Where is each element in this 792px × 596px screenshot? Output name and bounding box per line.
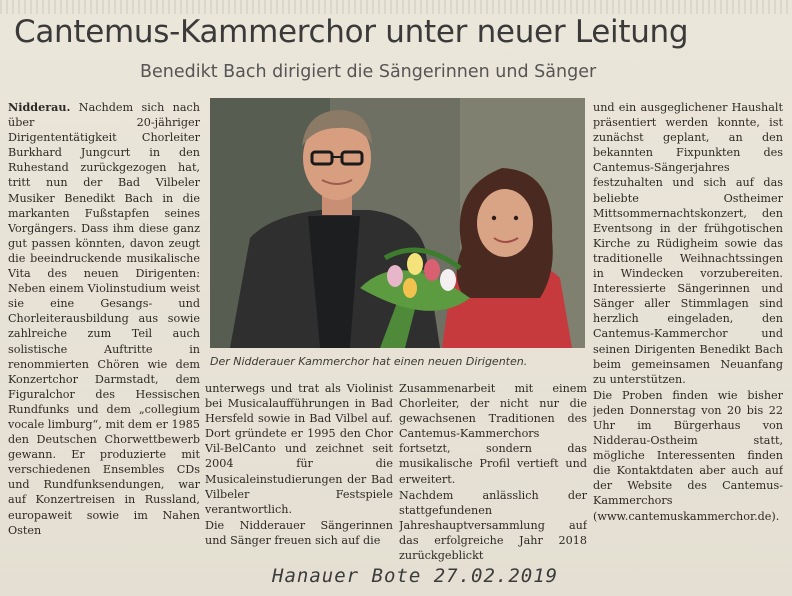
article-column-3	[399, 381, 587, 581]
dateline: Nidderau.	[8, 100, 71, 114]
column-2-paragraph-1: unterwegs und trat als Violinist bei Musicalaufführungen in Bad Hersfeld sowie in Bad Vilbel auf. Dort gründete er 1995 den Chor Vil-BelCanto und zeichnet seit 2004 für die Musicaleinstudierungen der Bad Vilbeler Festspiele verantwortlich.	[205, 382, 393, 516]
adjacent-article-bleed	[0, 0, 792, 14]
article-headline: Cantemus-Kammerchor unter neuer Leitung	[14, 14, 689, 50]
column-3-paragraph-1: Zusammenarbeit mit einem Chorleiter, der nicht nur die gewachsenen Traditionen des Cantemus-Kammerchors fortsetzt, sondern das musikalische Profil vertieft und erweitert.	[399, 382, 587, 486]
photo-illustration	[210, 98, 585, 348]
column-4-paragraph-2: Die Proben finden wie bisher jeden Donnerstag von 20 bis 22 Uhr im Bürgerhaus von Nidderau-Ostheim statt, mögliche Interessenten finden die Kontaktdaten aber auch auf der Website des Cantemus-Kammerchors (www.cantemuskammerchor.de).	[593, 388, 783, 523]
handwritten-source-note: Hanauer Bote 27.02.2019	[272, 565, 559, 587]
column-4-paragraph-1: und ein ausgeglichener Haushalt präsentiert werden konnte, ist zunächst geplant, an den bekannten Fixpunkten des Cantemus-Sängerjahres festzuhalten und sich auf das beliebte Ostheimer Mittsommernachtskonzert, den Eventsong in der frühgotischen Kirche zu Rüdigheim sowie das traditionelle Weihnachtssingen in Windecken vorzubereiten. Interessierte Sängerinnen und Sänger aller Stimmlagen sind herzlich eingeladen, den Cantemus-Kammerchor und seinen Dirigenten Benedikt Bach beim gemeinsamen Neuanfang zu unterstützen.	[593, 101, 783, 386]
photo-caption: Der Nidderauer Kammerchor hat einen neuen Dirigenten.	[210, 355, 528, 368]
article-column-4	[593, 100, 783, 580]
article-column-1	[8, 100, 200, 580]
article-photo	[210, 98, 585, 348]
column-3-paragraph-2: Nachdem anlässlich der stattgefundenen Jahreshauptversammlung auf das erfolgreiche Jahr 2018 zurückgeblickt	[399, 488, 587, 563]
article-subheadline: Benedikt Bach dirigiert die Sängerinnen und Sänger	[140, 62, 597, 82]
column-2-paragraph-2: Die Nidderauer Sängerinnen und Sänger freuen sich auf die	[205, 518, 393, 547]
article-column-2	[205, 381, 393, 581]
column-1-paragraph-1: Nachdem sich nach über 20-jähriger Dirigententätigkeit Chorleiter Burkhard Jungcurt in den Ruhestand zurückgezogen hat, tritt nun der Bad Vilbeler Musiker Benedikt Bach in die markanten Fußstapfen seines Vorgängers. Dass ihm diese ganz gut passen könnten, davon zeugt die beeindruckende musikalische Vita des neuen Dirigenten: Neben einem Violinstudium weist sie eine Gesangs- und Chorleiterausbildung aus sowie zahlreiche zum Teil auch solistische Auftritte in renommierten Chören wie dem Konzertchor Darmstadt, dem Figuralchor des Hessischen Rundfunks und dem „collegium vocale limburg“, mit dem er 1985 den Deutschen Chorwettbewerb gewann. Er produzierte mit verschiedenen Ensembles CDs und Rundfunksendungen, war auf Konzertreisen in Russland, europaweit sowie im Nahen Osten	[8, 101, 200, 537]
